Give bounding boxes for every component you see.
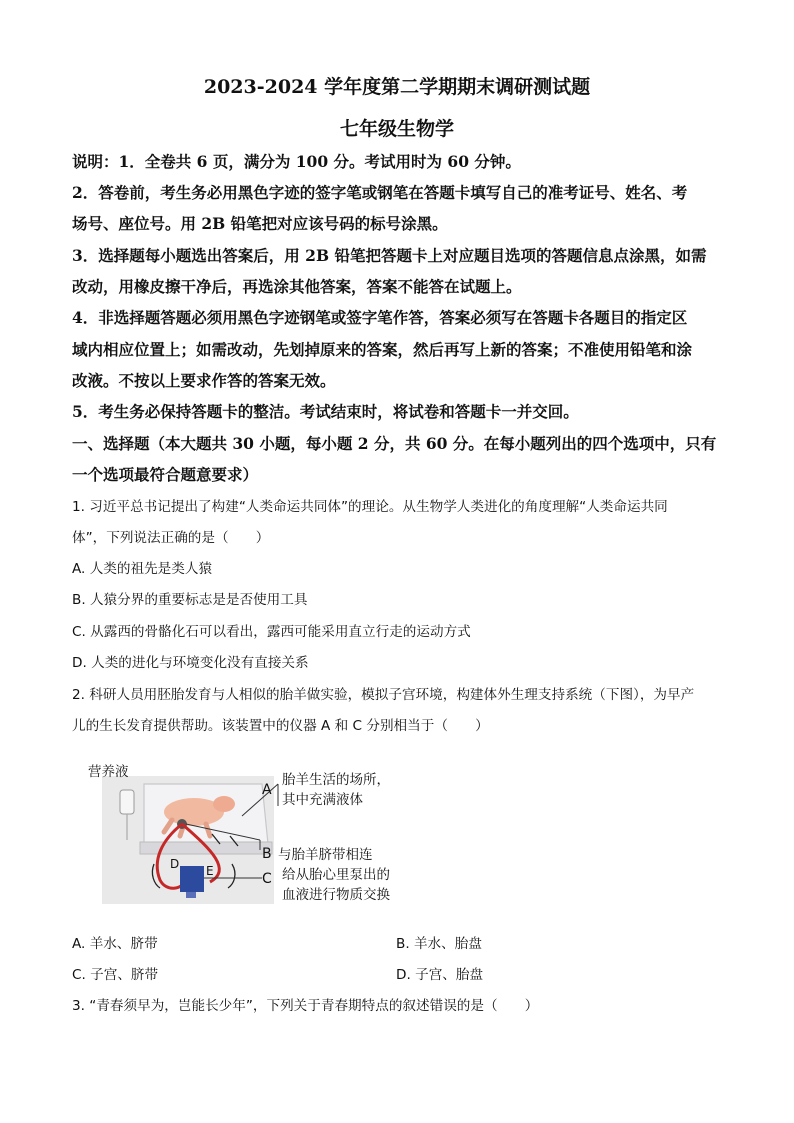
question-1-stem-cont: 体”，下列说法正确的是（ ）: [72, 530, 270, 546]
section-heading: 一、选择题（本大题共 30 小题，每小题 2 分，共 60 分。在每小题列出的四个选项中，只有: [72, 434, 717, 453]
question-1-option-a: A. 人类的祖先是类人猿: [72, 561, 213, 577]
question-2-stem-cont: 儿的生长发育提供帮助。该装置中的仪器 A 和 C 分别相当于（ ）: [72, 718, 489, 734]
lamb-head: [213, 796, 235, 812]
instruction-line: 2．答卷前，考生务必用黑色字迹的签字笔或钢笔在答题卡填写自己的准考证号、姓名、考: [72, 183, 688, 202]
question-2-option-b: B. 羊水、胎盘: [396, 936, 482, 952]
instruction-line: 4．非选择题答题必须用黑色字迹钢笔或签字笔作答，答案必须写在答题卡各题目的指定区: [72, 308, 688, 327]
label-d: D: [170, 857, 180, 871]
label-c-desc-2: 血液进行物质交换: [282, 887, 390, 903]
label-b: B: [262, 846, 272, 862]
label-c: C: [262, 871, 272, 887]
exam-title: 2023-2024 学年度第二学期期末调研测试题: [203, 76, 591, 98]
label-a: A: [262, 782, 272, 798]
nutrient-label: 营养液: [88, 764, 129, 780]
label-a-desc-2: 其中充满液体: [282, 792, 363, 808]
question-1-stem: 1. 习近平总书记提出了构建“人类命运共同体”的理论。从生物学人类进化的角度理解“人类命运共同: [72, 499, 668, 515]
iv-bag-icon: [120, 790, 134, 814]
instruction-line: 5．考生务必保持答题卡的整洁。考试结束时，将试卷和答题卡一并交回。: [72, 402, 579, 421]
oxygenator: [180, 866, 204, 892]
life-support-figure: [82, 760, 422, 910]
question-1-option-c: C. 从露西的骨骼化石可以看出，露西可能采用直立行走的运动方式: [72, 624, 471, 640]
question-1-option-d: D. 人类的进化与环境变化没有直接关系: [72, 655, 309, 671]
exam-subtitle: 七年级生物学: [339, 118, 454, 140]
label-b-desc: 与胎羊脐带相连: [278, 847, 373, 863]
instruction-line: 域内相应位置上；如需改动，先划掉原来的答案，然后再写上新的答案；不准使用铅笔和涂: [72, 340, 693, 359]
oxygenator-base: [186, 892, 196, 898]
instruction-line: 说明：1．全卷共 6 页，满分为 100 分。考试用时为 60 分钟。: [72, 152, 521, 171]
section-heading-cont: 一个选项最符合题意要求）: [72, 465, 259, 484]
instruction-line: 改动，用橡皮擦干净后，再选涂其他答案，答案不能答在试题上。: [72, 277, 522, 296]
question-1-option-b: B. 人猿分界的重要标志是是否使用工具: [72, 592, 308, 608]
label-e: E: [206, 864, 214, 878]
instruction-line: 3．选择题每小题选出答案后，用 2B 铅笔把答题卡上对应题目选项的答题信息点涂黑，如需: [72, 246, 707, 265]
label-a-desc-1: 胎羊生活的场所，: [282, 772, 390, 788]
label-c-desc-1: 给从胎心里泵出的: [282, 867, 390, 883]
instruction-line: 改液。不按以上要求作答的答案无效。: [72, 371, 336, 390]
question-2-option-d: D. 子宫、胎盘: [396, 967, 484, 983]
question-2-stem: 2. 科研人员用胚胎发育与人相似的胎羊做实验，模拟子宫环境，构建体外生理支持系统（下图），为早产: [72, 687, 695, 703]
question-2-option-c: C. 子宫、脐带: [72, 967, 159, 983]
question-2-option-a: A. 羊水、脐带: [72, 936, 158, 952]
question-3-stem: 3. “青春须早为，岂能长少年”，下列关于青春期特点的叙述错误的是（ ）: [72, 998, 539, 1014]
instruction-line: 场号、座位号。用 2B 铅笔把对应该号码的标号涂黑。: [72, 214, 448, 233]
